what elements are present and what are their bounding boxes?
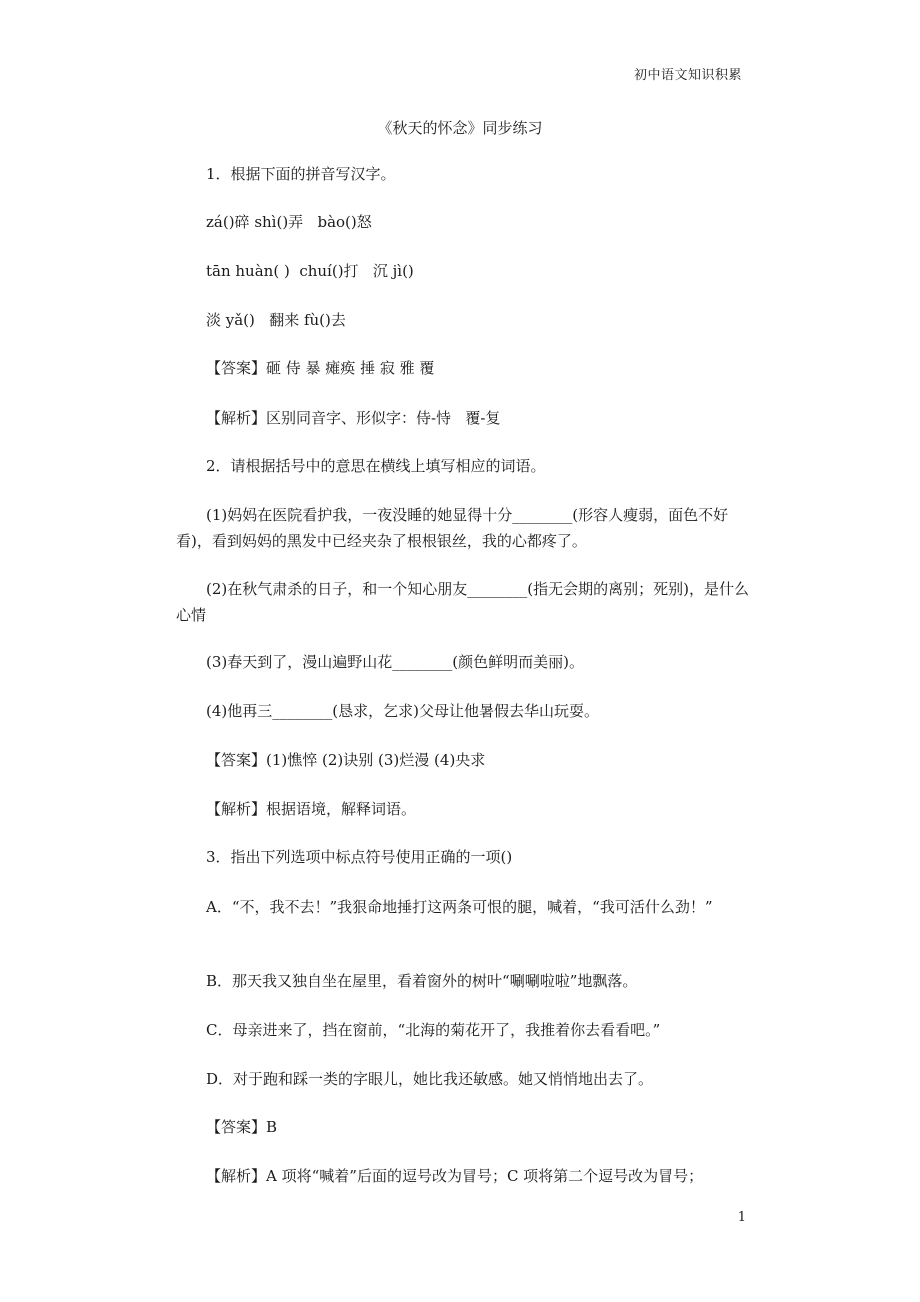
q3-option-b: B．那天我又独自坐在屋里，看着窗外的树叶“唰唰啦啦”地飘落。 xyxy=(206,972,638,990)
q2-item-1: (1)妈妈在医院看护我，一夜没睡的她显得十分________(形容人瘦弱，面色不好看)，看到妈妈的黑发中已经夹杂了根根银丝，我的心都疼了。 xyxy=(176,506,729,550)
q2-item-4: (4)他再三________(恳求，乞求)父母让他暑假去华山玩耍。 xyxy=(206,702,599,720)
q3-option-c: C．母亲进来了，挡在窗前，“北海的菊花开了，我推着你去看看吧。” xyxy=(206,1021,661,1039)
q1-pinyin-row-2: tān huàn( ) chuí()打 沉 jì() xyxy=(206,262,414,280)
q1-pinyin-row-1: zá()碎 shì()弄 bào()怒 xyxy=(206,213,372,231)
q2-answer: 【答案】(1)憔悴 (2)诀别 (3)烂漫 (4)央求 xyxy=(206,751,486,769)
q2-stem: 2．请根据括号中的意思在横线上填写相应的词语。 xyxy=(206,457,546,475)
document-title: 《秋天的怀念》同步练习 xyxy=(377,119,543,137)
q3-answer: 【答案】B xyxy=(206,1118,278,1136)
q3-option-d: D．对于跑和踩一类的字眼儿，她比我还敏感。她又悄悄地出去了。 xyxy=(206,1070,654,1088)
q2-analysis: 【解析】根据语境，解释词语。 xyxy=(206,800,417,818)
q2-item-2: (2)在秋气肃杀的日子，和一个知心朋友________(指无会期的离别；死别)，是什么心情 xyxy=(176,580,749,624)
q2-item-3: (3)春天到了，漫山遍野山花________(颜色鲜明而美丽)。 xyxy=(206,653,584,671)
page-number: 1 xyxy=(737,1210,746,1225)
q3-analysis: 【解析】A 项将“喊着”后面的逗号改为冒号；C 项将第二个逗号改为冒号； xyxy=(206,1167,704,1185)
q1-pinyin-row-3: 淡 yǎ() 翻来 fù()去 xyxy=(206,311,346,329)
q3-option-a: A．“不，我不去！”我狠命地捶打这两条可恨的腿，喊着，“我可活什么劲！” xyxy=(206,898,713,916)
q1-answer: 【答案】砸 侍 暴 瘫痪 捶 寂 雅 覆 xyxy=(206,359,435,377)
q3-stem: 3．指出下列选项中标点符号使用正确的一项() xyxy=(206,848,513,866)
q1-stem: 1．根据下面的拼音写汉字。 xyxy=(206,165,396,183)
page-header: 初中语文知识积累 xyxy=(633,68,742,83)
q1-analysis: 【解析】区别同音字、形似字：侍-恃 覆-复 xyxy=(206,409,501,427)
